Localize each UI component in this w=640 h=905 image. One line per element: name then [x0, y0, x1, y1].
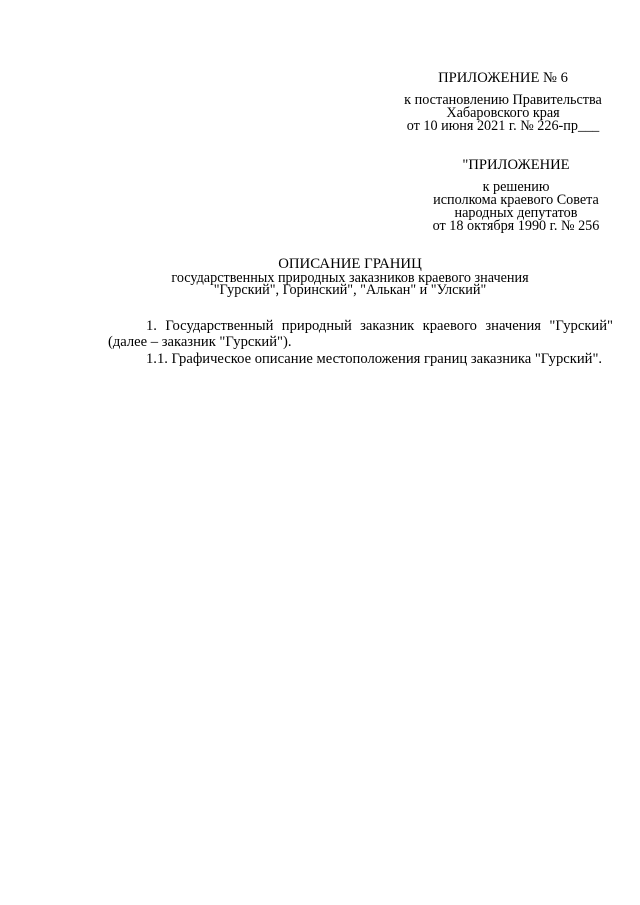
heading-line-1: государственных природных заказников краевого значения — [171, 269, 529, 286]
prior-appendix-line-2: исполкома краевого Совета — [433, 192, 599, 208]
body-paragraph-1: 1. Государственный природный заказник краевого значения "Гурский" (далее – заказник "Гурский"). — [108, 318, 613, 350]
appendix-line-3: от 10 июня 2021 г. № 226-пр___ — [406, 118, 600, 134]
heading-line-2: "Гурский", Горинский", "Алькан" и "Улский" — [213, 282, 487, 298]
document-body — [108, 319, 613, 370]
appendix-line-1: к постановлению Правительства — [404, 92, 602, 108]
prior-appendix-line-3: народных депутатов — [454, 205, 578, 221]
appendix-title: ПРИЛОЖЕНИЕ № 6 — [438, 70, 568, 86]
heading-title: ОПИСАНИЕ ГРАНИЦ — [278, 256, 422, 272]
prior-appendix-header — [425, 159, 607, 233]
prior-appendix-line-4: от 18 октября 1990 г. № 256 — [432, 218, 600, 234]
body-paragraph-2: 1.1. Графическое описание местоположения границ заказника "Гурский". — [146, 351, 603, 367]
appendix-header — [392, 72, 614, 133]
document-heading — [120, 258, 580, 297]
prior-appendix-title: "ПРИЛОЖЕНИЕ — [462, 157, 570, 173]
appendix-line-2: Хабаровского края — [446, 105, 560, 121]
prior-appendix-line-1: к решению — [482, 179, 550, 195]
